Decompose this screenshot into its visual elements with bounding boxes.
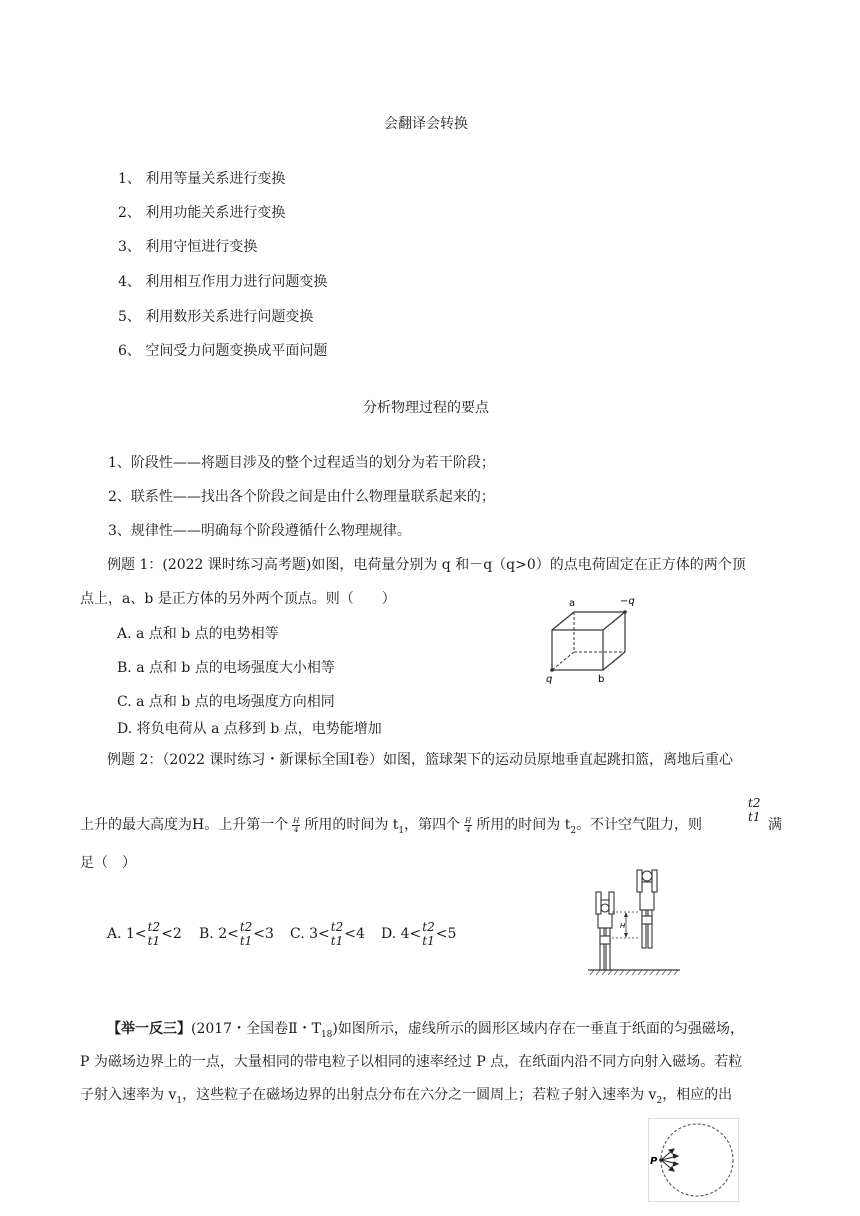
example3-question-line2: P 为磁场边界上的一点，大量相同的带电粒子以相同的速率经过 P 点，在纸面内沿不同方向射入磁场。若粒 (80, 1054, 743, 1070)
example2-option-a: A. 1< t2 t1 <2 (107, 920, 182, 948)
list-item: 4、 利用相互作用力进行问题变换 (118, 274, 328, 290)
label-a: a (569, 598, 576, 609)
example1-question-line1: 例题 1：(2022 课时练习高考题)如图，电荷量分别为 q 和－q（q>0）的点电荷固定在正方体的两个顶 (107, 557, 746, 573)
example2-option-d: D. 4< t2 t1 <5 (381, 920, 457, 948)
list-item: 3、规律性——明确每个阶段遵循什么物理规律。 (108, 523, 411, 539)
list-item: 2、 利用功能关系进行变换 (118, 205, 286, 221)
label-h: H (620, 922, 626, 930)
list-item: 6、 空间受力问题变换成平面问题 (118, 343, 328, 359)
example2-option-c: C. 3< t2 t1 <4 (290, 920, 365, 948)
example1-option-c: C. a 点和 b 点的电场强度方向相同 (117, 694, 335, 710)
list-item: 3、 利用守恒进行变换 (118, 239, 258, 255)
label-p: P (650, 1156, 658, 1167)
example2-question-line1: 例题 2：（2022 课时练习・新课标全国Ⅰ卷）如图，篮球架下的运动员原地垂直起跳扣篮，离地后重心 (107, 752, 733, 768)
list-item: 5、 利用数形关系进行问题变换 (118, 309, 314, 325)
example3-question-line1: 【举一反三】(2017・全国卷Ⅱ・$T_{18}$)如图所示，虚线所示的圆形区域内存在一垂直于纸面的匀强磁场， (107, 1021, 744, 1040)
example1-option-a: A. a 点和 b 点的电势相等 (117, 626, 279, 642)
example1-option-d: D. 将负电荷从 a 点移到 b 点，电势能增加 (117, 721, 382, 737)
section2-title: 分析物理过程的要点 (363, 400, 489, 416)
list-item: 1、 利用等量关系进行变换 (118, 171, 286, 187)
example2-question-line2: 上升的最大高度为H。上升第一个 $\frac{H}{4}$ 所用的时间为 $t_1$，第四个 $\frac{H}{4}$ 所用的时间为 $t_2$。不计空气阻力，则 (80, 816, 703, 836)
list-item: 2、联系性——找出各个阶段之间是由什么物理量联系起来的； (108, 489, 495, 505)
example2-question-line3: 足（ ） (80, 855, 136, 871)
label-q: q (546, 674, 553, 684)
cube-figure (540, 592, 650, 684)
magnetic-field-figure (648, 1118, 740, 1202)
example2-option-b: B. 2< t2 t1 <3 (199, 920, 274, 948)
label-neg-q: −q (620, 596, 635, 607)
example2-line2-end: 满 (768, 817, 782, 833)
basketball-figure (584, 864, 684, 976)
label-b: b (598, 674, 605, 684)
fraction-t2-over-t1: t2 t1 (748, 796, 761, 824)
list-item: 1、阶段性——将题目涉及的整个过程适当的划分为若干阶段； (108, 455, 495, 471)
section1-title: 会翻译会转换 (384, 116, 468, 132)
example1-question-line2: 点上，a、b 是正方体的另外两个顶点。则（ ） (80, 591, 396, 607)
fraction-h-over-4: $\frac{H}{4}$ (465, 816, 472, 834)
fraction-h-over-4: $\frac{H}{4}$ (293, 816, 300, 834)
example3-question-line3: 子射入速率为 $v_1$，这些粒子在磁场边界的出射点分布在六分之一圆周上；若粒子射入速率为 $v_2$，相应的出 (80, 1087, 733, 1106)
example1-option-b: B. a 点和 b 点的电场强度大小相等 (117, 660, 335, 676)
